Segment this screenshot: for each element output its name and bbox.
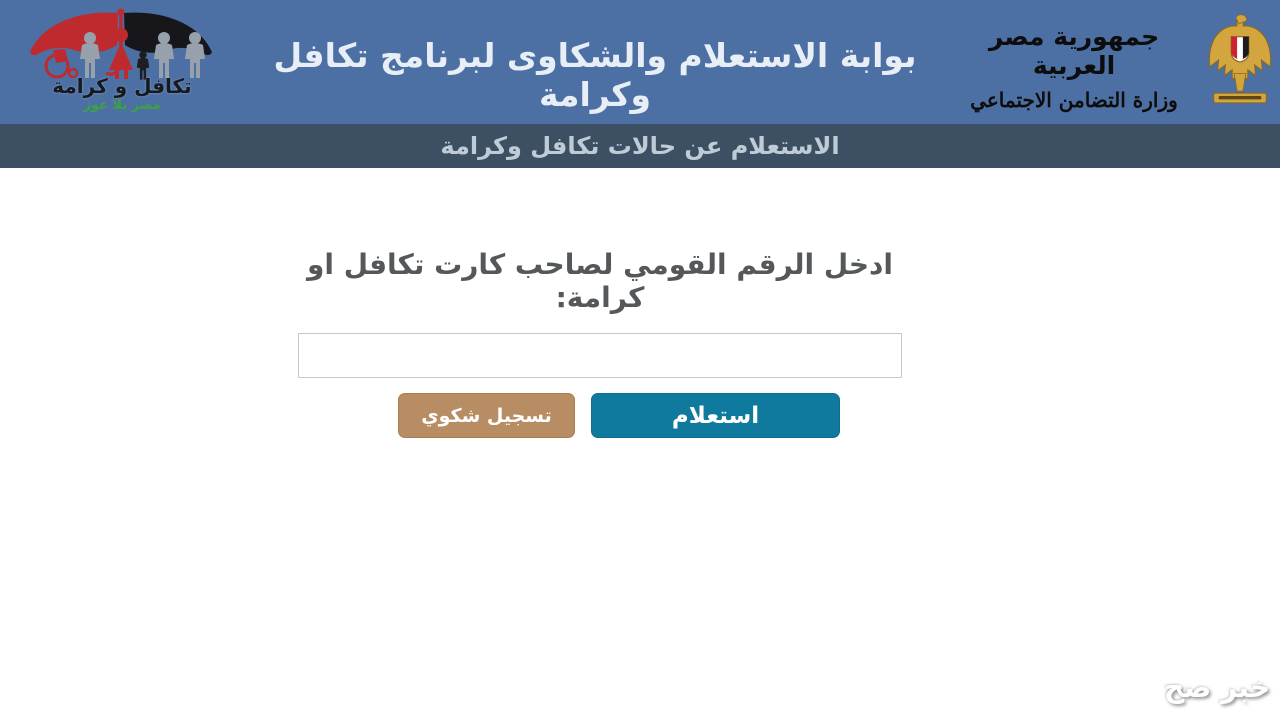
inquire-button[interactable]: استعلام [591, 393, 840, 438]
subheader-bar [0, 124, 1280, 168]
page-title: بوابة الاستعلام والشكاوى لبرنامج تكافل وكرامة [273, 36, 917, 114]
takaful-karama-logo [12, 2, 232, 122]
site-watermark: خبر صح [1163, 671, 1270, 704]
header [0, 0, 1280, 124]
egypt-eagle-icon [1204, 10, 1276, 110]
national-id-prompt-label: ادخل الرقم القومي لصاحب كارت تكافل او كرامة: [306, 248, 894, 314]
subheader-title: الاستعلام عن حالات تكافل وكرامة [440, 132, 840, 160]
ministry-country-line: جمهورية مصر العربية [988, 22, 1160, 80]
national-id-input[interactable] [298, 333, 902, 378]
ministry-block [950, 22, 1198, 112]
umbrella-people-icon [12, 4, 232, 80]
logo-tagline: مصر بلا عوز [83, 98, 161, 113]
logo-title: تكافل و كرامة [52, 74, 192, 98]
ministry-name-line: وزارة التضامن الاجتماعي [970, 88, 1178, 112]
register-complaint-button[interactable]: تسجيل شكوي [398, 393, 575, 438]
